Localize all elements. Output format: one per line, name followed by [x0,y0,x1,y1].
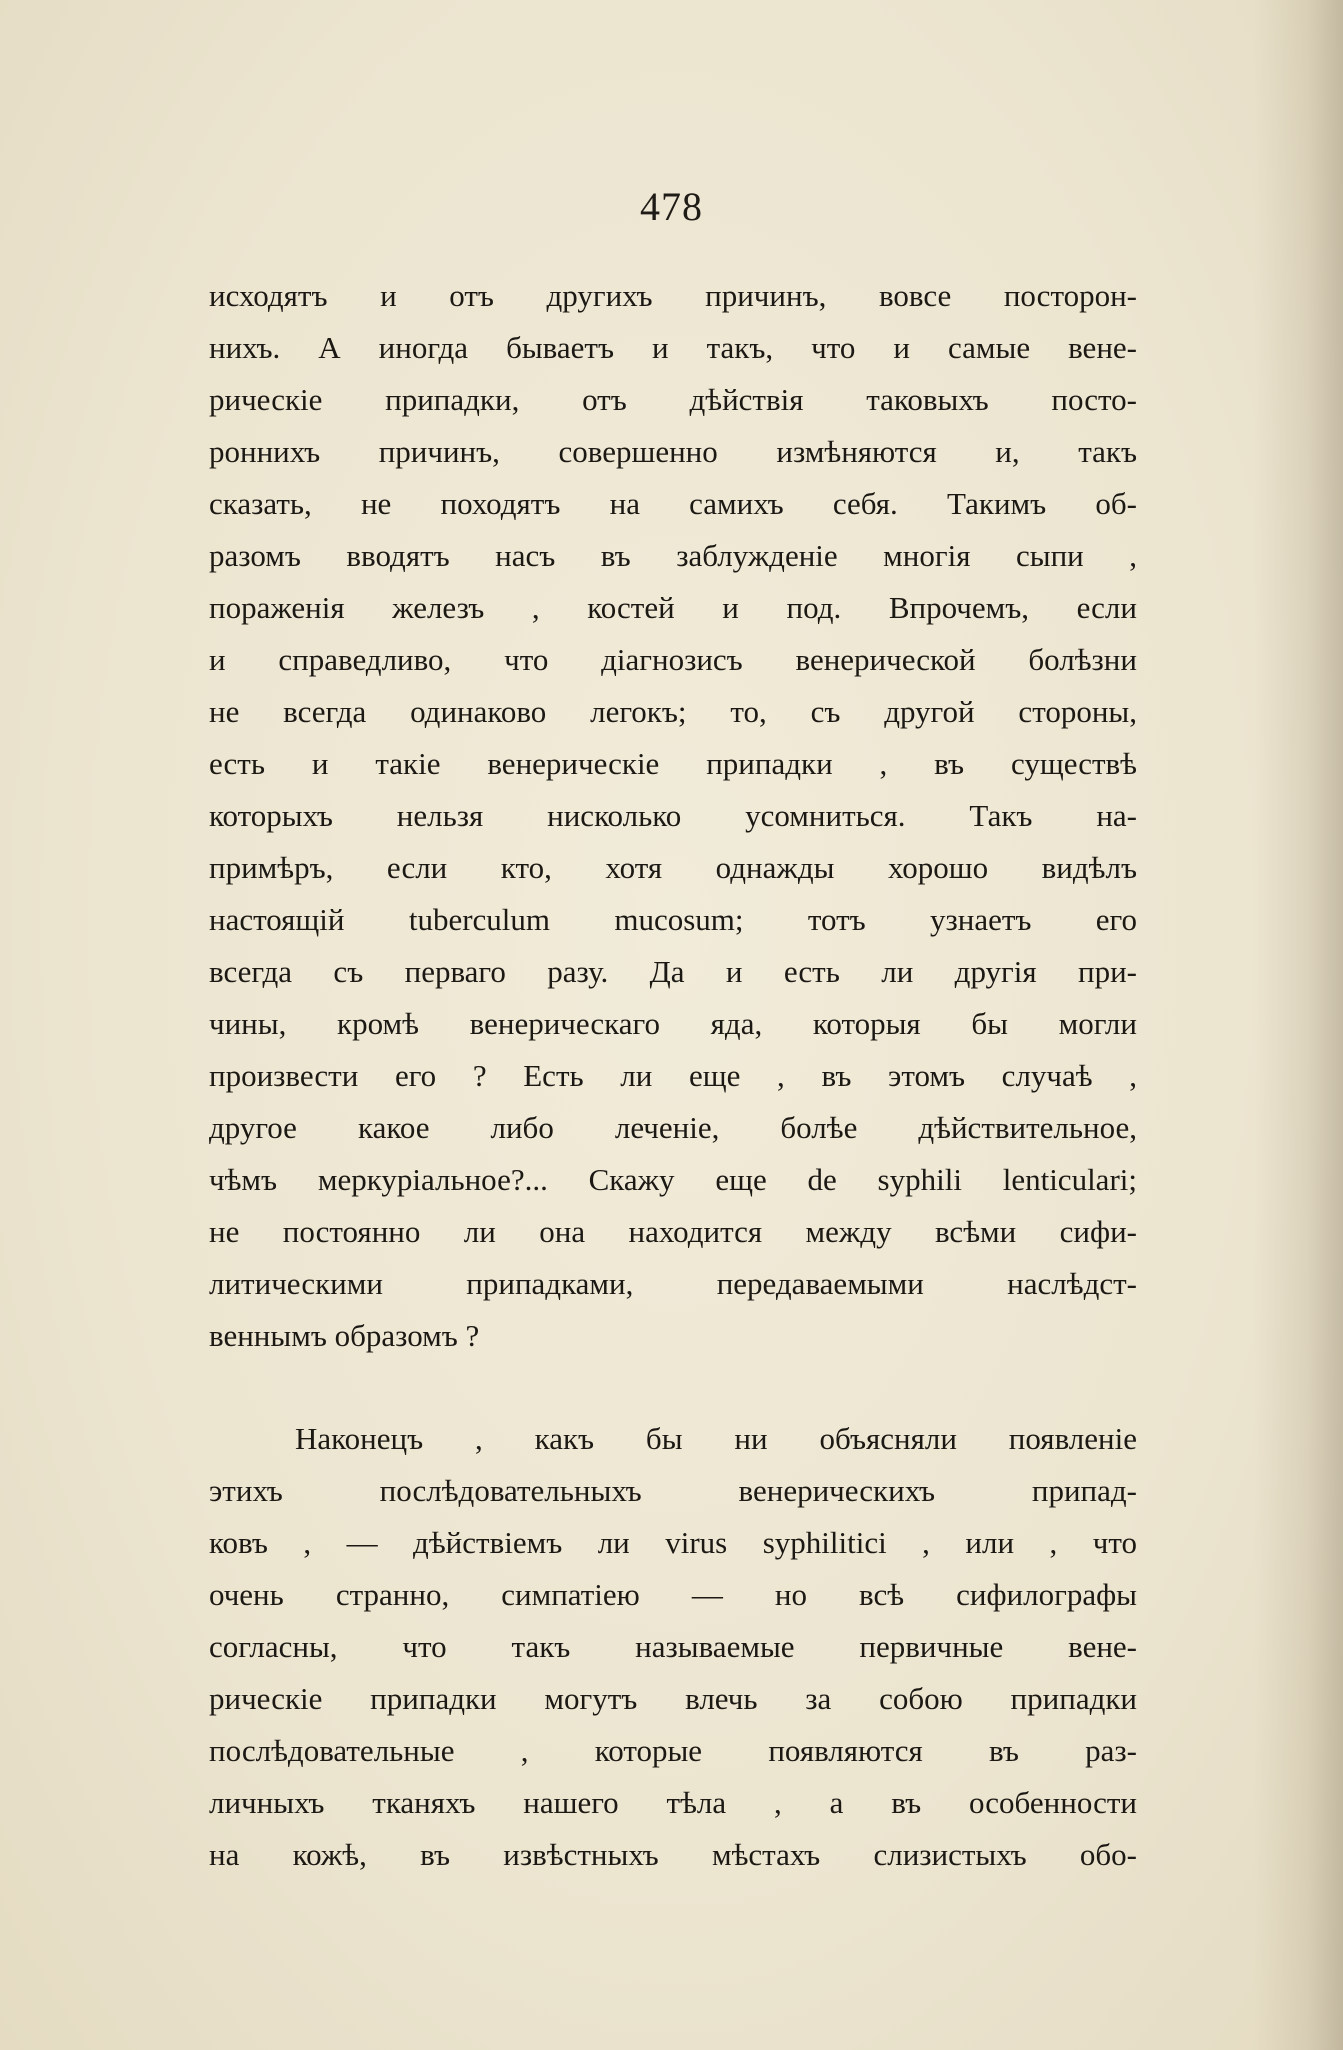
text-line: примѣръ, если кто, хотя однажды хорошо видѣлъ [209,850,1137,885]
text-line: пораженія железъ , костей и под. Впрочемъ, если [209,590,1137,625]
text-line: послѣдовательные , которые появляются въ раз- [209,1733,1137,1768]
text-line: и справедливо, что діагнозисъ венерической болѣзни [209,642,1137,677]
text-line: другое какое либо леченіе, болѣе дѣйствительное, [209,1110,1137,1145]
text-line: личныхъ тканяхъ нашего тѣла , а въ особенности [209,1785,1137,1820]
text-line: произвести его ? Есть ли еще , въ этомъ случаѣ , [209,1058,1137,1093]
text-line: веннымъ образомъ ? [209,1318,480,1353]
paragraph-1 [209,270,1137,1362]
text-line: очень странно, симпатіею — но всѣ сифилографы [209,1577,1137,1612]
text-line: исходятъ и отъ другихъ причинъ, вовсе посторон- [209,278,1137,313]
text-line: нихъ. А иногда бываетъ и такъ, что и самые вене- [209,330,1137,365]
paragraph-spacer [209,1362,1137,1413]
text-line: чѣмъ меркуріальное?... Скажу еще de syphili lenticulari; [209,1162,1137,1197]
text-line: согласны, что такъ называемые первичные вене- [209,1629,1137,1664]
text-line: разомъ вводятъ насъ въ заблужденіе многія сыпи , [209,538,1137,573]
text-line: рическіе припадки, отъ дѣйствія таковыхъ посто- [209,382,1137,417]
page-number: 478 [640,184,703,229]
text-line: есть и такіе венерическіе припадки , въ существѣ [209,746,1137,781]
body-text [209,270,1137,1881]
text-line: чины, кромѣ венерическаго яда, которыя бы могли [209,1006,1137,1041]
text-line: роннихъ причинъ, совершенно измѣняются и, такъ [209,434,1137,469]
paragraph-2 [209,1413,1137,1881]
text-line: на кожѣ, въ извѣстныхъ мѣстахъ слизистыхъ обо- [209,1837,1137,1872]
text-line: настоящій tuberculum mucosum; тотъ узнаетъ его [209,902,1137,937]
text-line: Наконецъ , какъ бы ни объясняли появленіе [295,1421,1137,1456]
text-line: всегда съ перваго разу. Да и есть ли другія при- [209,954,1137,989]
text-line: рическіе припадки могутъ влечь за собою припадки [209,1681,1137,1716]
text-line: ковъ , — дѣйствіемъ ли virus syphilitici , или , что [209,1525,1137,1560]
text-line: не постоянно ли она находится между всѣми сифи- [209,1214,1137,1249]
text-line: которыхъ нельзя нисколько усомниться. Такъ на- [209,798,1137,833]
text-line: сказать, не походятъ на самихъ себя. Такимъ об- [209,486,1137,521]
text-line: не всегда одинаково легокъ; то, съ другой стороны, [209,694,1137,729]
text-line: литическими припадками, передаваемыми наслѣдст- [209,1266,1137,1301]
text-line: этихъ послѣдовательныхъ венерическихъ припад- [209,1473,1137,1508]
